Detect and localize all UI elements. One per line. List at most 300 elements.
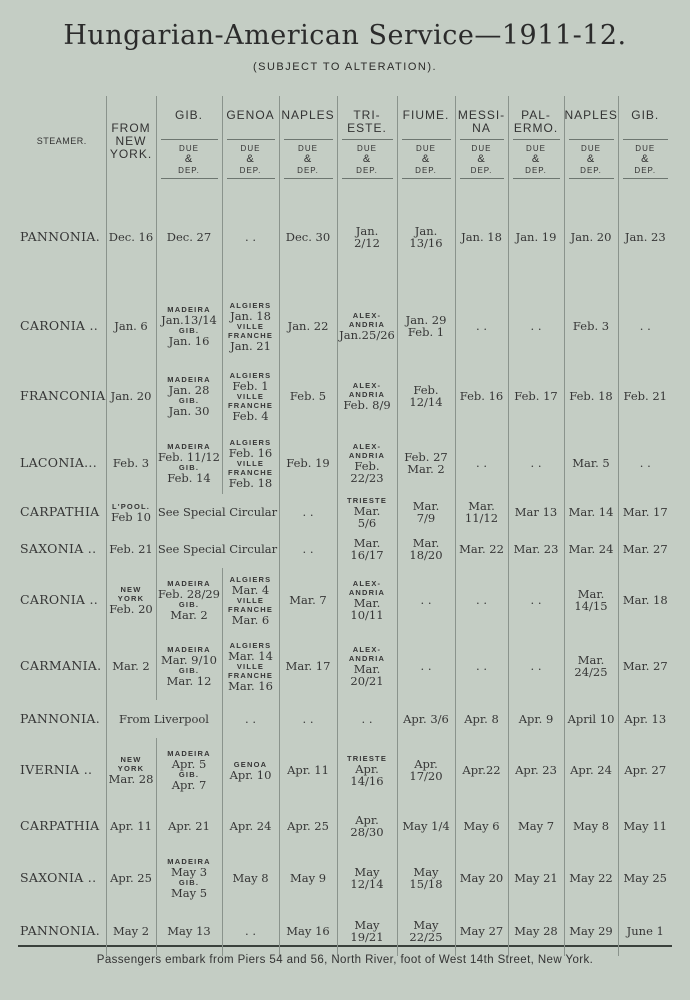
column-header [508,96,564,182]
due-dep-dep: DEP. [239,166,262,175]
date-value: Feb. 5 [289,389,327,403]
date-value: Feb. [354,459,380,473]
port-note: VILLE [236,391,265,401]
date-value: 14/15 [574,599,608,613]
date-value: April 10 [567,712,615,726]
column-header-label: FROM NEW YORK. [109,121,153,161]
date-value: May [413,918,439,932]
date-value: Apr. 8 [464,712,499,726]
date-value: Apr. 23 [515,763,557,777]
schedule-cell [106,738,156,802]
port-note: GIB. [178,600,200,609]
date-value: May 28 [514,924,558,938]
port-note: ALGIERS [229,437,272,447]
date-value: Apr. 24 [229,819,272,833]
schedule-cell [455,360,508,432]
schedule-cell [337,432,397,494]
date-value: Mar. 7 [289,593,327,607]
column-header [455,96,508,182]
date-value: Jan.13/14 [161,313,217,327]
date-value: . . [476,593,487,607]
due-dep-amp: & [586,153,596,165]
date-value: . . [639,319,651,333]
due-dep-dep: DEP. [580,166,602,175]
schedule-cell [508,632,564,700]
port-note: ANDRIA [348,588,386,597]
date-value: May 7 [517,819,555,833]
date-value: Feb. 4 [232,408,269,423]
port-note: FRANCHE [227,400,274,410]
date-value: . . [420,593,432,607]
date-value: . . [476,456,487,470]
schedule-cell [455,432,508,494]
date-value: . . [302,542,314,556]
date-value: May 22 [569,871,613,885]
date-value: 22/25 [409,930,443,944]
schedule-cell [222,738,279,802]
due-dep-label [227,139,275,179]
schedule-cell [279,850,337,906]
date-value: Mar. 23 [513,542,559,556]
schedule-cell [508,802,564,850]
schedule-cell [564,632,618,700]
port-note: VILLE [236,321,265,331]
date-value: Jan. 28 [168,383,210,397]
due-dep-dep: DEP. [178,166,200,175]
date-value: Jan. 20 [110,389,152,403]
page-subtitle: (SUBJECT TO ALTERATION). [252,61,438,73]
column-header-label: MESSI-NA [457,108,506,135]
date-value: . . [476,319,487,333]
date-value: Mar. 27 [622,542,668,556]
date-value: Mar. [412,536,440,550]
schedule-cell [455,802,508,850]
steamer-name: CARPATHIA [20,818,100,833]
date-value: Mar. 14 [568,505,614,519]
date-value: Mar. [353,596,381,610]
schedule-cell [106,432,156,494]
schedule-cell [455,292,508,360]
schedule-cell [397,850,455,906]
port-note: ALGIERS [229,300,272,310]
date-value: 2/12 [354,236,380,250]
date-value: Feb. 18 [569,389,613,403]
date-value: Jan. 16 [168,334,210,348]
date-value: May 16 [286,924,330,938]
schedule-cell [337,850,397,906]
date-value: Apr. [355,813,379,827]
column-header [337,96,397,182]
schedule-cell [337,182,397,292]
date-value: Feb. 1 [232,378,269,393]
schedule-cell [397,568,455,632]
schedule-cell [508,738,564,802]
port-note: VILLE [236,458,265,468]
schedule-cell [564,530,618,568]
schedule-cell [564,738,618,802]
steamer-name: CARPATHIA [20,504,100,519]
schedule-cell [618,530,672,568]
schedule-cell [618,738,672,802]
schedule-cell [397,292,455,360]
schedule-cell [337,530,397,568]
date-value: . . [302,712,314,726]
column-header [279,96,337,182]
schedule-cell [397,802,455,850]
schedule-cell [618,850,672,906]
schedule-cell [508,494,564,530]
due-dep-dep: DEP. [634,166,657,175]
due-dep-due: DUE [581,144,601,153]
due-dep-due: DUE [240,144,261,153]
date-value: . . [530,456,542,470]
date-value: Apr.22 [462,763,501,777]
date-value: Mar. 16 [228,678,273,693]
schedule-cell [222,850,279,906]
date-value: May 2 [112,924,150,938]
column-header-label: NAPLES [281,108,335,122]
date-value: May 29 [569,924,613,938]
date-value: 20/21 [350,674,384,688]
port-note: NEW [120,585,142,594]
table-row [18,850,672,906]
date-value: May 5 [170,886,208,900]
steamer-name: PANNONIA. [20,711,100,726]
schedule-cell [455,568,508,632]
table-row [18,738,672,802]
date-value: Mar 13 [514,505,558,519]
date-value: May [354,865,380,879]
column-header-label: NAPLES [564,108,618,122]
due-dep-due: DUE [298,144,318,153]
date-value: Mar. 2 [170,608,208,622]
schedule-cell [222,292,279,360]
schedule-cell [279,494,337,530]
date-value: Feb. 3 [112,456,150,470]
date-value: Jan. 23 [624,230,666,244]
schedule-cell [156,738,222,802]
schedule-cell [455,850,508,906]
date-value: Jan. 18 [230,308,271,323]
steamer-name: SAXONIA .. [20,870,97,885]
date-value: Feb. 11/12 [158,450,220,464]
schedule-cell [564,568,618,632]
schedule-cell [397,360,455,432]
port-note: MADEIRA [167,442,211,451]
due-dep-due: DUE [357,144,377,153]
due-dep-amp: & [531,153,541,165]
schedule-cell [222,906,279,956]
due-dep-label [161,139,218,179]
port-note: ALEX- [352,311,382,320]
schedule-cell [279,700,337,738]
date-value: Apr. [414,757,438,771]
schedule-cell [222,632,279,700]
schedule-cell [397,182,455,292]
date-value: Mar. 22 [459,542,504,556]
column-header-label: GIB. [174,108,203,122]
schedule-cell [508,530,564,568]
date-value: Feb. 28/29 [158,587,220,601]
date-value: Mar. [577,653,605,667]
port-note: ALGIERS [229,574,272,584]
schedule-cell [455,182,508,292]
steamer-name: SAXONIA .. [20,541,97,556]
date-value: . . [245,230,256,244]
schedule-cell [337,632,397,700]
schedule-cell [106,360,156,432]
date-value: Mar. 2 [112,659,150,673]
schedule-cell [564,432,618,494]
date-value: Mar. 17 [622,505,668,519]
date-value: Dec. 30 [285,230,331,244]
port-note: GENOA [233,759,268,769]
date-value: June 1 [626,924,664,938]
schedule-cell [337,568,397,632]
date-value: Apr. 13 [624,712,667,726]
footer-note: Passengers embark from Piers 54 and 56, North River, foot of West 14th Street, New York. [96,954,594,966]
date-value: 16/17 [350,548,384,562]
port-note: VILLE [236,595,265,605]
port-note: TRIESTE [346,753,388,763]
port-note: GIB. [178,463,200,472]
date-value: May 25 [623,871,667,885]
date-value: . . [639,456,651,470]
schedule-cell [279,568,337,632]
date-value: 15/18 [409,877,443,891]
column-header-label: TRI-ESTE. [347,108,387,135]
date-value: Apr. 7 [171,778,207,792]
date-value: Jan. [414,224,438,238]
due-dep-label [569,139,614,179]
date-value: Mar. 24 [568,542,614,556]
date-value: Mar. 5 [572,456,610,470]
column-header-label: GIB. [631,108,660,122]
port-note: ALEX- [352,645,382,654]
schedule-cell [222,700,279,738]
due-dep-amp: & [421,153,431,165]
schedule-cell [106,802,156,850]
steamer-name: PANNONIA. [20,229,100,244]
port-note: MADEIRA [167,375,211,384]
schedule-cell [455,700,508,738]
schedule-cell [455,906,508,956]
table-header [18,96,672,182]
date-value: May 13 [167,924,211,938]
due-dep-dep: DEP. [525,166,547,175]
date-value: Apr. 11 [110,819,152,833]
date-value: 7/9 [416,511,436,525]
port-note: YORK [117,594,145,603]
column-header-label: STEAMER. [36,136,87,146]
schedule-cell [222,182,279,292]
date-value: Jan. 21 [230,338,271,353]
due-dep-label [342,139,393,179]
date-value: Feb. 27 [404,450,448,464]
table-row [18,292,672,360]
date-value: May 8 [232,871,269,885]
port-note: GIB. [178,326,200,335]
column-header [618,96,672,182]
schedule-cell [508,182,564,292]
schedule-cell [618,568,672,632]
schedule-cell [397,700,455,738]
port-note: MADEIRA [167,645,211,654]
schedule-cell [508,906,564,956]
date-value: Feb. 1 [407,325,445,339]
schedule-cell [618,182,672,292]
schedule-cell [279,738,337,802]
date-value: 13/16 [409,236,443,250]
schedule-cell [279,432,337,494]
date-value: 28/30 [350,825,384,839]
port-note: GIB. [178,878,200,887]
date-value: 5/6 [357,515,377,530]
date-value: Mar. [353,536,381,550]
schedule-cell [564,906,618,956]
due-dep-amp: & [362,153,372,165]
date-value: 17/20 [409,769,443,783]
date-value: Apr. 11 [287,763,329,777]
port-note: FRANCHE [227,604,274,614]
table-row [18,802,672,850]
schedule-cell [618,292,672,360]
date-value: Feb. 16 [459,389,504,403]
schedule-cell [106,530,156,568]
schedule-cell [279,802,337,850]
port-note: ALEX- [352,381,382,390]
table-row [18,632,672,700]
port-note: MADEIRA [167,749,211,758]
schedule-cell [337,802,397,850]
due-dep-due: DUE [471,144,492,153]
schedule-cell [106,292,156,360]
port-note: MADEIRA [167,579,211,588]
date-value: May 6 [463,819,500,833]
schedule-cell [397,494,455,530]
date-value: Apr. 5 [171,757,207,771]
schedule-cell [222,360,279,432]
table-row [18,432,672,494]
steamer-name: CARONIA .. [20,318,99,333]
date-value: Mar. 18 [622,593,668,607]
port-note: L'POOL. [111,501,151,511]
date-value: 18/20 [409,548,443,562]
date-value: Apr. 24 [570,763,612,777]
date-value: Feb. 20 [109,602,153,616]
date-value: Jan. 30 [168,404,210,418]
date-value: 11/12 [464,511,499,525]
date-value: Apr. 9 [518,712,554,726]
port-note: VILLE [236,661,265,671]
schedule-cell [455,530,508,568]
schedule-cell [397,738,455,802]
date-value: May 20 [459,871,504,885]
column-header-label: PAL-ERMO. [513,108,559,135]
date-value: Jan.25/26 [339,328,395,342]
port-note: ANDRIA [348,320,386,329]
date-value: Feb. 8/9 [343,398,391,412]
date-value: Mar. [577,587,605,601]
date-value: Mar. 17 [285,659,331,673]
schedule-cell [156,632,222,700]
schedule-cell [508,292,564,360]
due-dep-label [623,139,669,179]
date-value: Mar. [468,499,495,513]
schedule-cell [279,182,337,292]
column-header [564,96,618,182]
date-value: Apr. 25 [110,871,152,885]
port-note: ANDRIA [348,451,386,460]
schedule-cell [564,182,618,292]
steamer-name: LACONIA... [20,455,97,470]
schedule-cell [337,738,397,802]
due-dep-label [460,139,504,179]
port-note: ALGIERS [229,370,272,380]
schedule-cell [397,906,455,956]
column-header [106,96,156,182]
due-dep-label [284,139,333,179]
date-value: Mar. 12 [166,674,212,688]
steamer-name: IVERNIA .. [20,762,93,777]
schedule-cell [508,360,564,432]
due-dep-amp: & [303,153,313,165]
date-value: Apr. 10 [229,767,272,782]
date-value: 24/25 [574,665,608,679]
schedule-cell [564,292,618,360]
schedule-cell [508,568,564,632]
date-value: Mar. 28 [108,772,154,786]
schedule-cell [618,632,672,700]
table-row [18,530,672,568]
date-value: Feb. 14 [167,471,211,485]
due-dep-due: DUE [526,144,546,153]
schedule-cell [618,360,672,432]
date-value: May [413,865,439,879]
port-note: NEW [120,755,142,764]
due-dep-due: DUE [179,144,199,153]
span-note: From Liverpool [106,700,222,738]
port-note: FRANCHE [227,467,274,477]
port-note: MADEIRA [167,857,211,866]
span-note: See Special Circular [156,530,279,568]
schedule-cell [156,360,222,432]
port-note: YORK [117,764,145,773]
schedule-cell [508,432,564,494]
port-note: GIB. [178,666,200,675]
schedule-cell [618,906,672,956]
date-value: Apr. [355,761,379,776]
schedule-cell [106,632,156,700]
schedule-cell [455,632,508,700]
table-row [18,360,672,432]
column-header [18,96,106,182]
date-value: . . [530,319,542,333]
port-note: ALGIERS [229,640,272,650]
date-value: . . [476,659,487,673]
date-value: Jan. 20 [570,230,612,244]
schedule-cell [397,530,455,568]
date-value: May 1/4 [402,819,450,833]
schedule-cell [222,568,279,632]
schedule-cell [618,494,672,530]
column-header-label: GENOA [226,108,275,122]
date-value: Jan. 22 [287,319,329,333]
table-row [18,568,672,632]
schedule-cell [106,850,156,906]
schedule-cell [564,802,618,850]
schedule-cell [106,182,156,292]
